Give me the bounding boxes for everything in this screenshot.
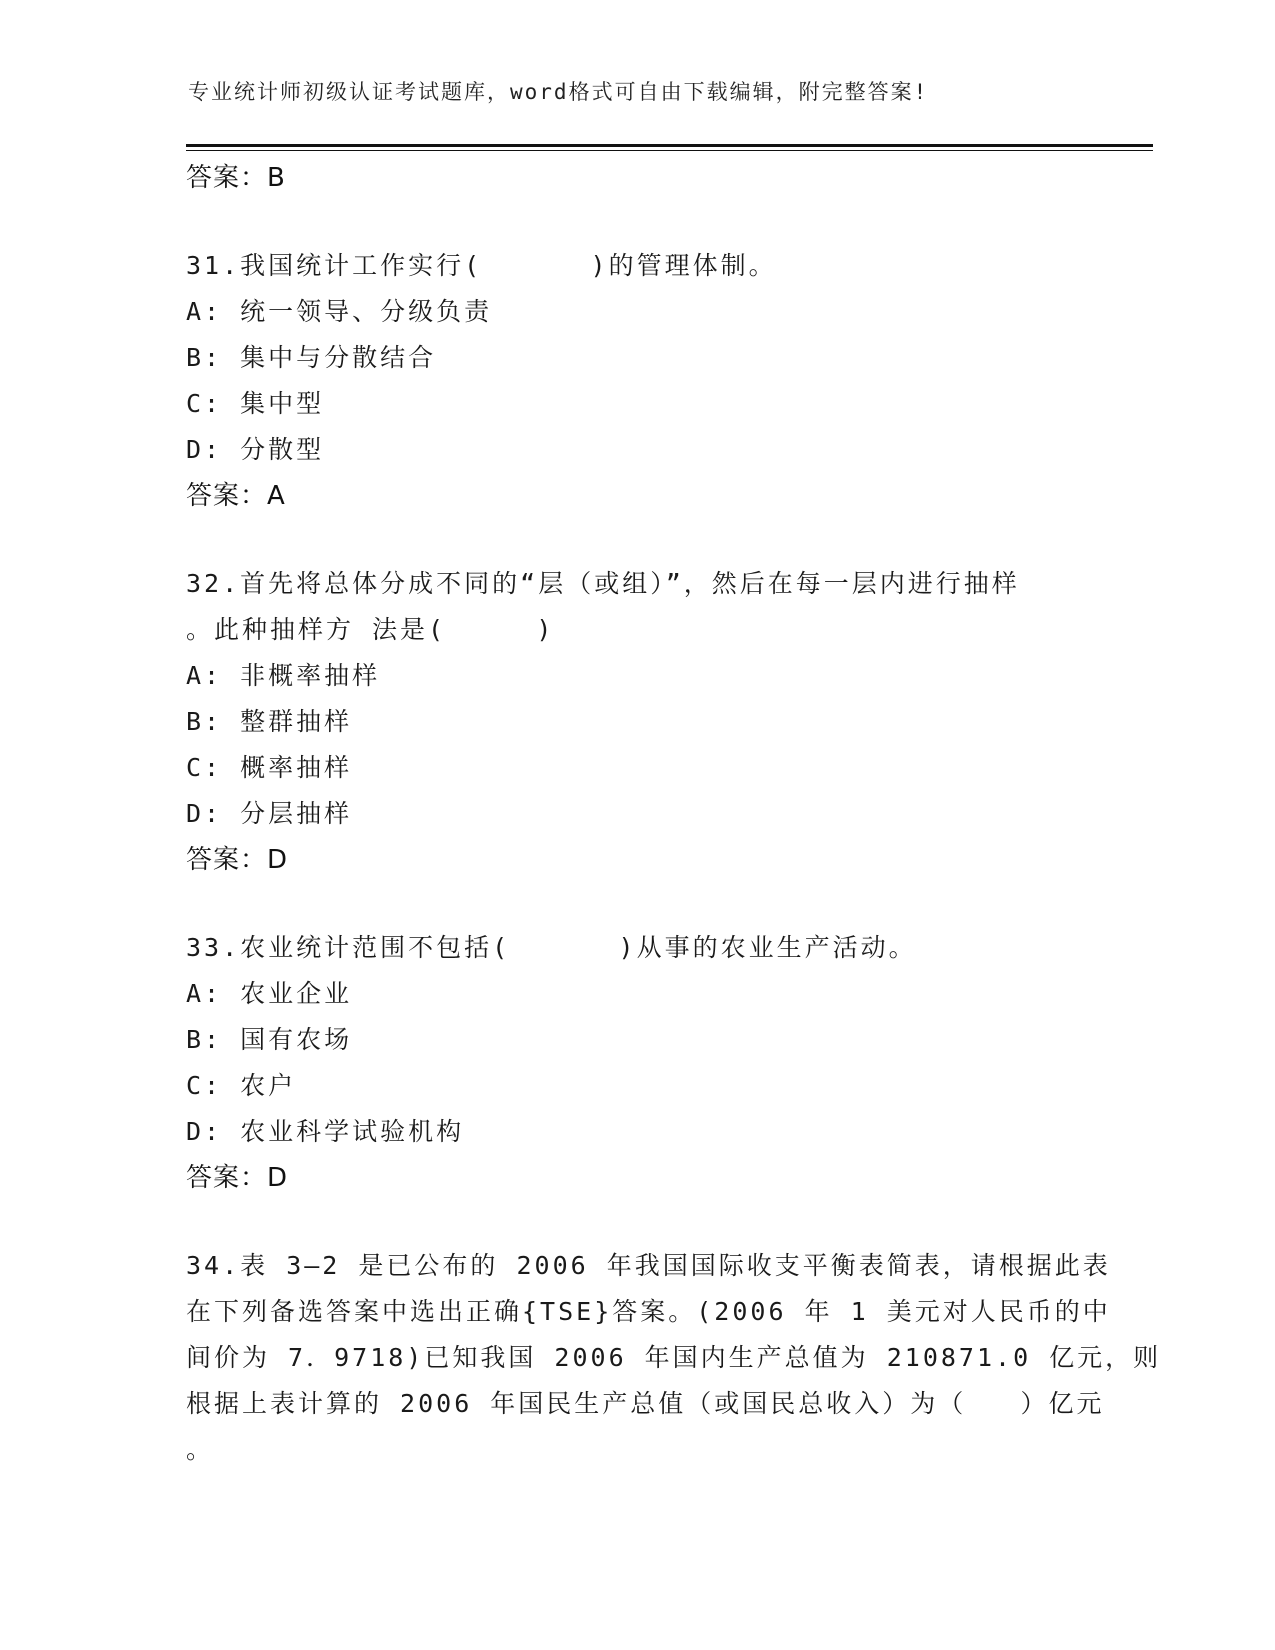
answer: 答案：D [186,1163,289,1193]
question-list [186,155,1162,1473]
question-stem-continued: 间价为 7．9718)已知我国 2006 年国内生产总值为 210871.0 亿元，则 [186,1343,1162,1372]
option-c: C: 农户 [186,1071,297,1100]
question-34 [186,1243,1162,1473]
question-stem-continued: 。 [186,1435,215,1464]
option-b: B: 国有农场 [186,1025,353,1054]
question-33 [186,925,1086,1201]
option-d: D: 分层抽样 [186,799,353,828]
option-d: D: 农业科学试验机构 [186,1117,465,1146]
answer: 答案：A [186,481,286,511]
option-b: B: 整群抽样 [186,707,353,736]
question-32 [186,561,1086,883]
question-stem-continued: 根据上表计算的 2006 年国民生产总值（或国民总收入）为（ ）亿元 [186,1389,1105,1418]
document-header: 专业统计师初级认证考试题库，word格式可自由下载编辑，附完整答案! [188,80,929,104]
option-a: A: 统一领导、分级负责 [186,297,493,326]
question-31 [186,243,1086,519]
option-a: A: 非概率抽样 [186,661,381,690]
previous-answer: 答案：B [186,163,286,193]
option-c: C: 集中型 [186,389,325,418]
option-d: D: 分散型 [186,435,325,464]
option-a: A: 农业企业 [186,979,353,1008]
question-stem: 33.农业统计范围不包括( )从事的农业生产活动。 [186,933,917,962]
header-rule-thin [186,150,1153,151]
option-c: C: 概率抽样 [186,753,353,782]
question-stem: 32.首先将总体分成不同的“层（或组）”，然后在每一层内进行抽样 [186,569,1020,598]
answer: 答案：D [186,845,289,875]
question-stem: 31.我国统计工作实行( )的管理体制。 [186,251,777,280]
question-stem-continued: 在下列备选答案中选出正确{TSE}答案。(2006 年 1 美元对人民币的中 [186,1297,1111,1326]
question-stem: 34.表 3—2 是已公布的 2006 年我国国际收支平衡表简表，请根据此表 [186,1251,1111,1280]
question-stem-continued: 。此种抽样方 法是( ) [186,615,555,644]
header-rule-thick [186,144,1153,147]
option-b: B: 集中与分散结合 [186,343,437,372]
